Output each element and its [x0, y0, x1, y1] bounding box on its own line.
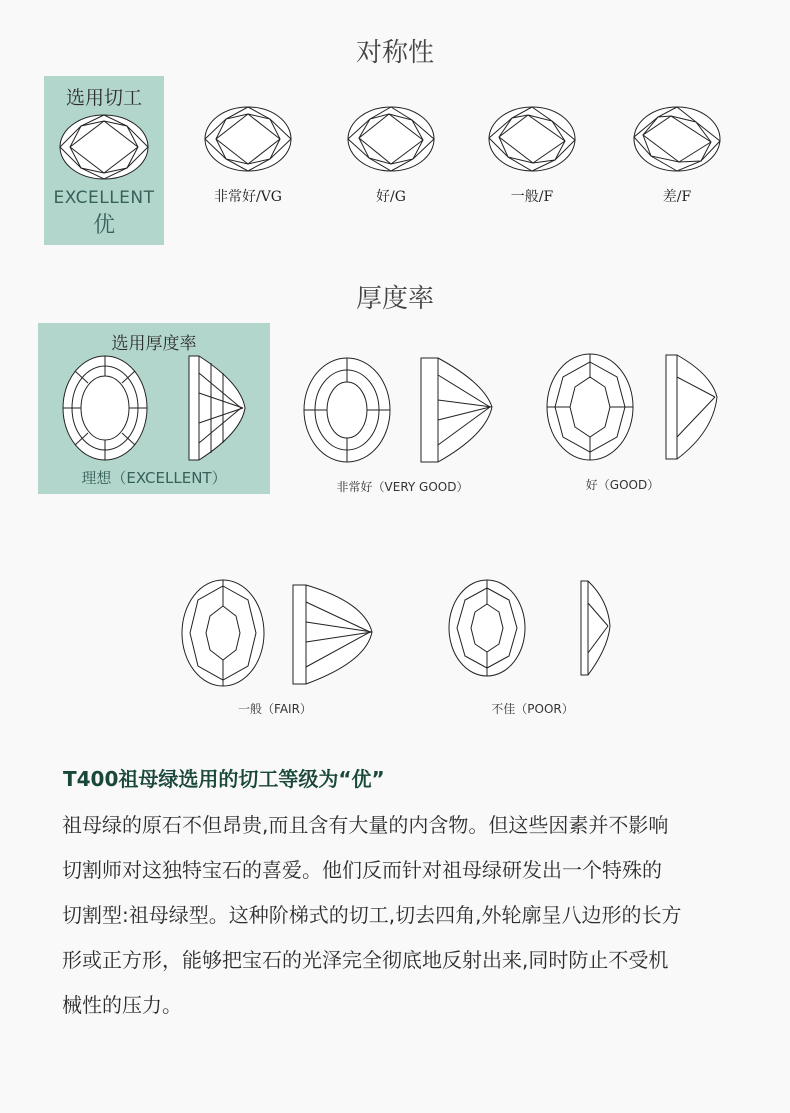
symmetry-item-label: 一般/F: [510, 189, 554, 205]
symmetry-item-g: [336, 104, 446, 206]
gem-side-view-icon: [663, 352, 723, 462]
symmetry-item-f: [477, 104, 587, 206]
symmetry-selected-panel: [44, 76, 164, 245]
oval-gem-icon: [486, 104, 578, 174]
symmetry-item-label: 非常好/VG: [213, 189, 282, 205]
depth-selected-label: 理想（EXCELLENT）: [81, 469, 227, 487]
gem-side-view-icon: [418, 355, 498, 465]
symmetry-item-poor: [622, 104, 732, 206]
gem-side-view-icon: [181, 353, 251, 463]
symmetry-selected-grade-en: EXCELLENT: [53, 188, 155, 208]
depth-item-label: 不佳（POOR）: [491, 702, 574, 716]
gem-side-view-icon: [578, 578, 618, 678]
gem-top-view-icon: [447, 578, 527, 678]
gem-top-view-icon: [545, 352, 635, 462]
symmetry-selected-grade-cn: 优: [92, 213, 115, 238]
article-line: 切割师对这独特宝石的喜爱。他们反而针对祖母绿研发出一个特殊的: [62, 858, 662, 882]
article-line: 形或正方形，能够把宝石的光泽完全彻底地反射出来,同时防止不受机: [62, 948, 669, 972]
oval-gem-icon: [345, 104, 437, 174]
article-line: 切割型:祖母绿型。这种阶梯式的切工,切去四角,外轮廓呈八边形的长方: [62, 903, 682, 927]
symmetry-selected-title: 选用切工: [65, 87, 142, 109]
depth-item-label: 非常好（VERY GOOD）: [336, 480, 469, 494]
gem-top-view-icon: [180, 578, 266, 688]
oval-gem-icon: [631, 104, 723, 174]
depth-selected-title: 选用厚度率: [111, 334, 197, 354]
symmetry-title: 对称性: [355, 38, 434, 68]
oval-gem-icon: [202, 104, 294, 174]
depth-item-label: 好（GOOD）: [585, 478, 660, 492]
article-line: 祖母绿的原石不但昂贵,而且含有大量的内含物。但这些因素并不影响: [62, 813, 669, 837]
depth-title: 厚度率: [355, 284, 434, 314]
symmetry-item-label: 好/G: [376, 189, 406, 205]
gem-top-view-icon: [60, 353, 150, 463]
gem-top-view-icon: [302, 355, 392, 465]
article-paragraph: [62, 803, 727, 1028]
depth-selected-panel: [38, 323, 270, 494]
symmetry-item-label: 差/F: [662, 189, 692, 205]
symmetry-item-vg: [193, 104, 303, 206]
oval-gem-icon: [54, 112, 154, 182]
depth-item-label: 一般（FAIR）: [238, 702, 312, 716]
article-heading: T400祖母绿选用的切工等级为“优”: [63, 767, 385, 791]
gem-side-view-icon: [290, 582, 375, 687]
article-line: 械性的压力。: [62, 993, 182, 1017]
